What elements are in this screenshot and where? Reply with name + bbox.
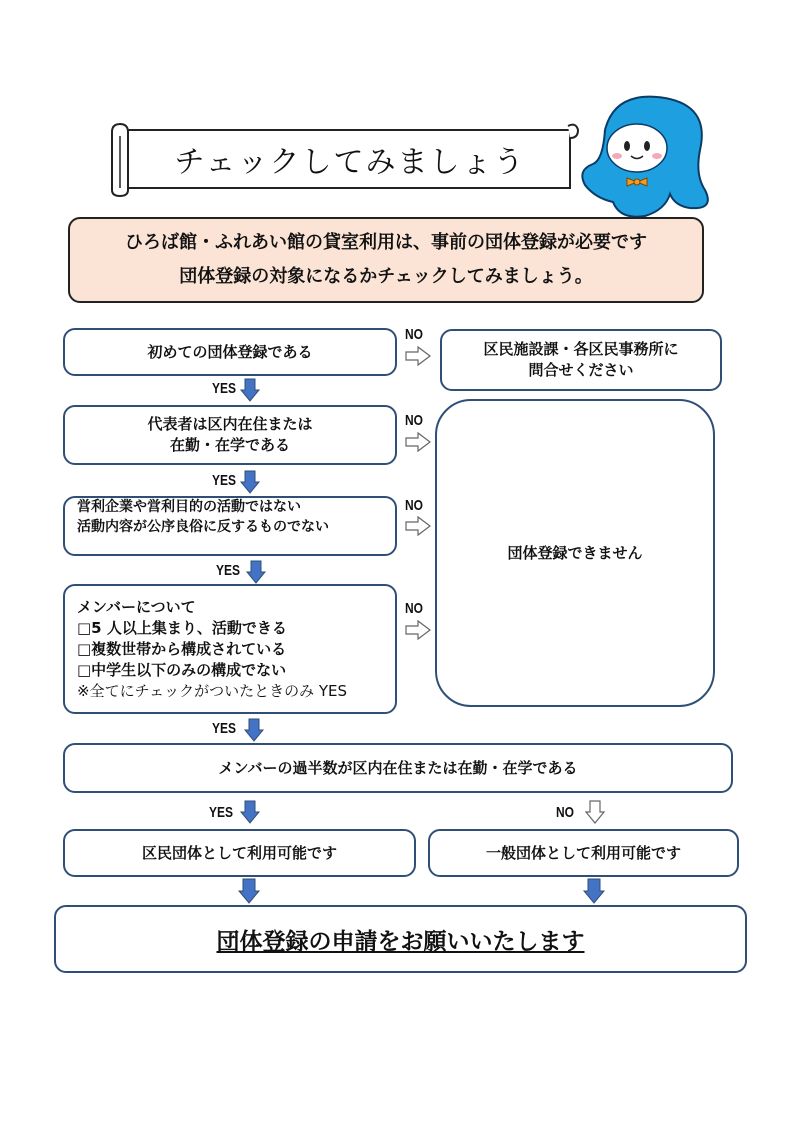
arrow-down-general-to-final [583,878,605,904]
no-label-5: NO [556,804,574,821]
yes-label-3: YES [216,562,241,579]
no-label-1: NO [405,326,423,343]
question-resident-representative [63,405,397,465]
question-3-line-1: 営利企業や営利目的の活動ではない [77,499,301,515]
yes-label-1: YES [212,380,237,397]
no-arrow-right-3 [405,516,431,536]
question-members-checklist [63,584,397,714]
yes-arrow-down-1 [240,378,260,402]
cannot-register-text: 団体登録できません [507,543,643,562]
page-title: チェックしてみましょう [174,145,526,180]
no-label-4: NO [405,600,423,617]
contact-line-1: 区民施設課・各区民事務所に [483,340,679,358]
result-general-group [428,829,739,877]
question-1-text: 初めての団体登録である [147,342,313,361]
question-5-text: メンバーの過半数が区内在住または在勤・在学である [218,758,578,777]
checklist-item: □複数世帯から構成されている [77,639,287,658]
yes-arrow-down-5 [240,800,260,824]
question-2-line-1: 代表者は区内在住または [147,415,313,433]
no-arrow-right-1 [405,346,431,366]
no-arrow-right-4 [405,620,431,640]
final-text: 団体登録の申請をお願いいたします [216,928,585,955]
yes-label-4: YES [212,720,237,737]
question-3-line-2: 活動内容が公序良俗に反するものでない [77,518,329,535]
checklist-item: □5 人以上集まり、活動できる [77,618,287,637]
question-majority-resident [63,743,733,793]
intro-line-1: ひろば館・ふれあい館の貸室利用は、事前の団体登録が必要です [125,232,647,253]
arrow-down-resident-to-final [238,878,260,904]
intro-line-2: 団体登録の対象になるかチェックしてみましょう。 [179,266,593,287]
question-non-profit [63,496,397,556]
yes-label-2: YES [212,472,237,489]
yes-arrow-down-4 [244,718,264,742]
contact-line-2: 問合せください [528,361,634,379]
result-general-text: 一般団体として利用可能です [485,843,681,862]
checklist-item: □中学生以下のみの構成でない [77,660,287,679]
no-arrow-right-2 [405,432,431,452]
final-application-box [54,905,747,973]
no-label-3: NO [405,497,423,514]
result-resident-text: 区民団体として利用可能です [141,843,337,862]
question-2-line-2: 在勤・在学である [169,436,290,454]
mascot-icon [575,90,725,225]
checklist-note: ※全てにチェックがついたときのみ YES [77,681,348,700]
question-first-registration [63,328,397,376]
yes-arrow-down-3 [246,560,266,584]
yes-label-5: YES [209,804,234,821]
checklist-title: メンバーについて [77,597,196,616]
result-resident-group [63,829,416,877]
intro-box [68,217,704,303]
no-arrow-down-5 [585,800,605,824]
cannot-register-box [435,399,715,707]
yes-arrow-down-2 [240,470,260,494]
contact-office-box [440,329,722,391]
no-label-2: NO [405,412,423,429]
